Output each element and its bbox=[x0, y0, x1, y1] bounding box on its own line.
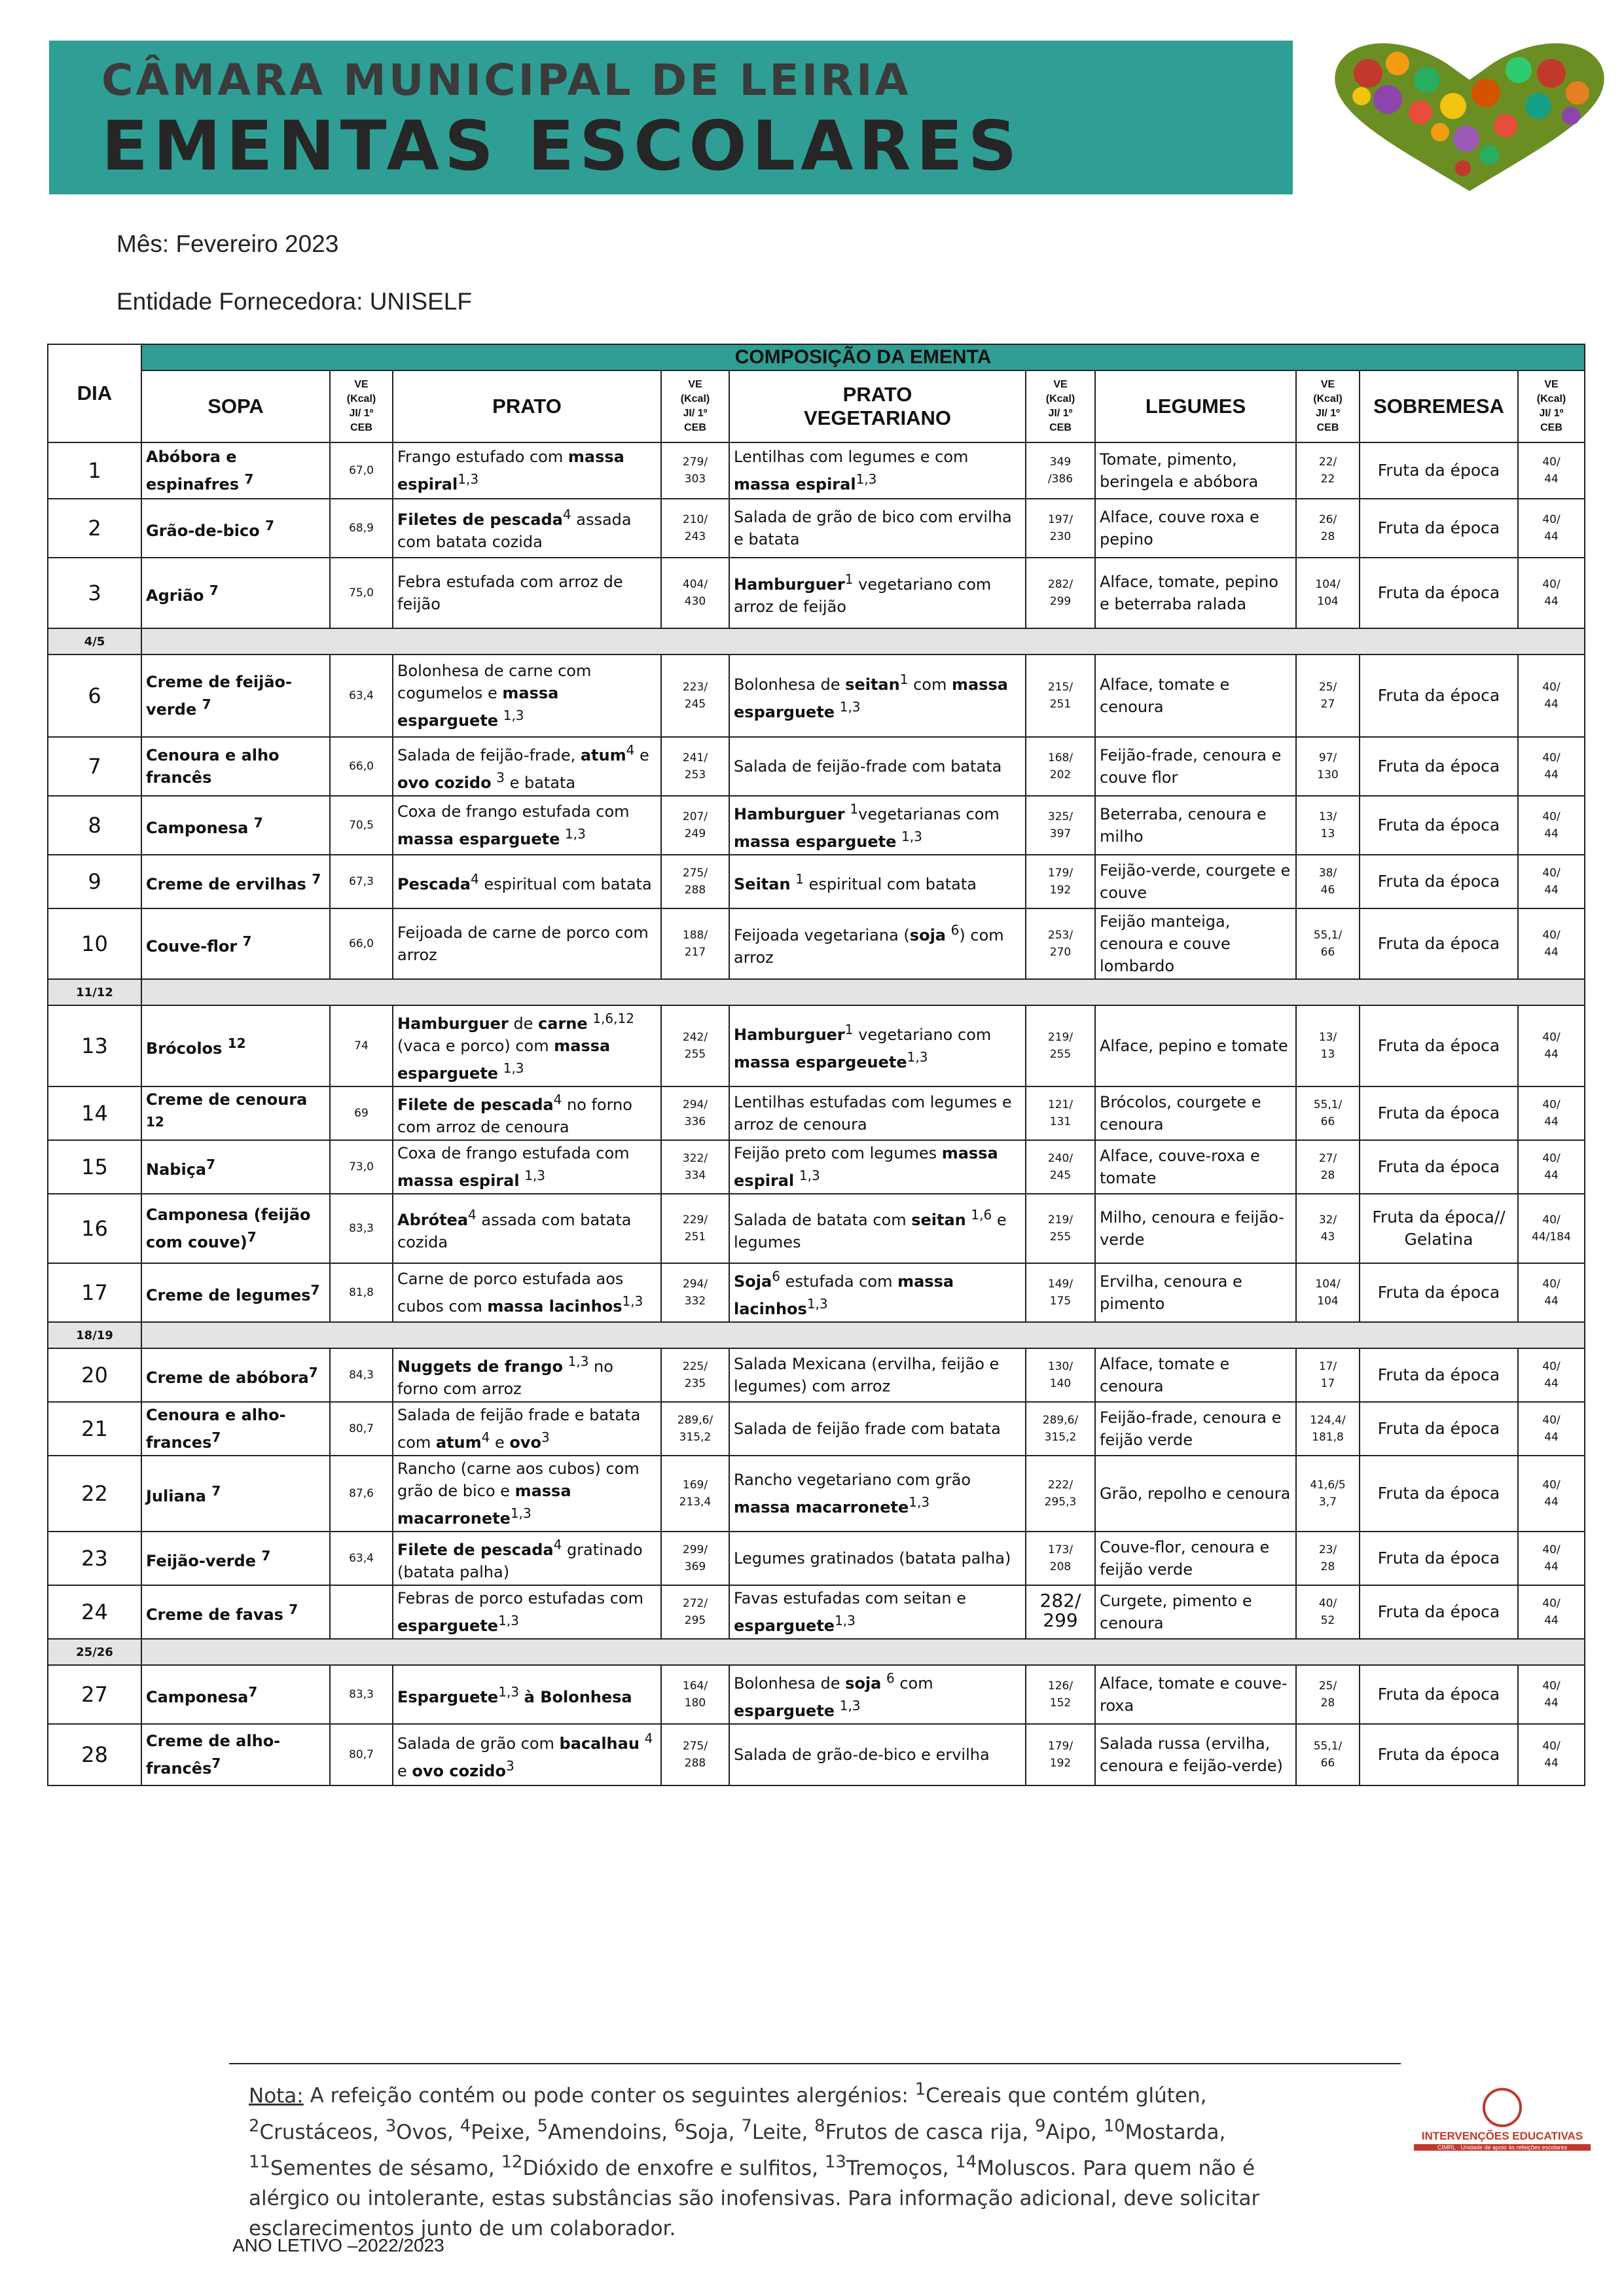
ve-cell: 40/ 44 bbox=[1518, 442, 1585, 499]
prato-vegetariano-cell: Salada de feijão frade com batata bbox=[729, 1402, 1026, 1456]
ve-cell: 289,6/ 315,2 bbox=[1026, 1402, 1095, 1456]
menu-row bbox=[48, 1194, 1585, 1263]
ve-cell: 40/ 44 bbox=[1518, 1348, 1585, 1402]
col-ve: VE (Kcal) JI/ 1º CEB bbox=[661, 370, 729, 442]
logo-name: INTERVENÇÕES EDUCATIVAS bbox=[1421, 2130, 1583, 2142]
sobremesa-cell: Fruta da época bbox=[1360, 1348, 1518, 1402]
ve-cell: 40/ 44 bbox=[1518, 1140, 1585, 1194]
ve-cell: 66,0 bbox=[330, 908, 393, 979]
sobremesa-cell: Fruta da época// Gelatina bbox=[1360, 1194, 1518, 1263]
sobremesa-cell: Fruta da época bbox=[1360, 1456, 1518, 1532]
menu-row bbox=[48, 737, 1585, 796]
ve-cell: 179/ 192 bbox=[1026, 1724, 1095, 1785]
sobremesa-cell: Fruta da época bbox=[1360, 558, 1518, 628]
legumes-cell: Feijão manteiga, cenoura e couve lombardo bbox=[1095, 908, 1296, 979]
ve-cell: 40/ 44 bbox=[1518, 499, 1585, 558]
menu-row bbox=[48, 1456, 1585, 1532]
prato-cell: Nuggets de frango $^{1,3}$ no forno com arroz bbox=[393, 1348, 661, 1402]
prato-vegetariano-cell: Lentilhas com legumes e com massa espiral$^{1,3}$ bbox=[729, 442, 1026, 499]
sopa-cell: Camponesa$^7$ bbox=[141, 1665, 330, 1724]
ve-cell: 13/ 13 bbox=[1296, 796, 1360, 855]
ve-cell: 67,3 bbox=[330, 855, 393, 908]
ve-cell: 40/ 44 bbox=[1518, 1585, 1585, 1639]
ve-cell: 40/ 44 bbox=[1518, 1086, 1585, 1140]
ve-cell: 210/ 243 bbox=[661, 499, 729, 558]
legumes-cell: Alface, tomate e cenoura bbox=[1095, 655, 1296, 737]
ve-cell: 40/ 44 bbox=[1518, 1665, 1585, 1724]
prato-vegetariano-cell: Bolonhesa de seitan$^1$ com massa esparguete $^{1,3}$ bbox=[729, 655, 1026, 737]
col-sopa: SOPA bbox=[141, 370, 330, 442]
holiday-label: 25/26 bbox=[48, 1639, 141, 1665]
ve-cell: 40/ 44 bbox=[1518, 737, 1585, 796]
day-cell: 1 bbox=[48, 442, 141, 499]
ve-cell bbox=[330, 1585, 393, 1639]
sobremesa-cell: Fruta da época bbox=[1360, 1724, 1518, 1785]
ve-cell: 207/ 249 bbox=[661, 796, 729, 855]
menu-row bbox=[48, 1263, 1585, 1322]
ve-cell: 275/ 288 bbox=[661, 855, 729, 908]
sopa-cell: Creme de favas $^7$ bbox=[141, 1585, 330, 1639]
holiday-filler bbox=[141, 1322, 1585, 1348]
sobremesa-cell: Fruta da época bbox=[1360, 442, 1518, 499]
ve-cell: 87,6 bbox=[330, 1456, 393, 1532]
sopa-cell: Creme de feijão-verde $^7$ bbox=[141, 655, 330, 737]
prato-vegetariano-cell: Salada de batata com seitan $^{1,6}$ e legumes bbox=[729, 1194, 1026, 1263]
ve-cell: 41,6/5 3,7 bbox=[1296, 1456, 1360, 1532]
ve-cell: 241/ 253 bbox=[661, 737, 729, 796]
ve-cell: 179/ 192 bbox=[1026, 855, 1095, 908]
ve-cell: 69 bbox=[330, 1086, 393, 1140]
sobremesa-cell: Fruta da época bbox=[1360, 1263, 1518, 1322]
col-legumes: LEGUMES bbox=[1095, 370, 1296, 442]
sobremesa-cell: Fruta da época bbox=[1360, 1086, 1518, 1140]
ve-cell: 279/ 303 bbox=[661, 442, 729, 499]
holiday-row bbox=[48, 979, 1585, 1005]
ve-cell: 22/ 22 bbox=[1296, 442, 1360, 499]
legumes-cell: Curgete, pimento e cenoura bbox=[1095, 1585, 1296, 1639]
ve-cell: 40/ 44 bbox=[1518, 1263, 1585, 1322]
header-banner bbox=[49, 41, 1293, 194]
ve-cell: 63,4 bbox=[330, 655, 393, 737]
prato-vegetariano-cell: Legumes gratinados (batata palha) bbox=[729, 1532, 1026, 1585]
logo-icon bbox=[1483, 2088, 1522, 2127]
holiday-row bbox=[48, 628, 1585, 655]
holiday-row bbox=[48, 1639, 1585, 1665]
prato-vegetariano-cell: Lentilhas estufadas com legumes e arroz de cenoura bbox=[729, 1086, 1026, 1140]
prato-vegetariano-cell: Soja$^6$ estufada com massa lacinhos$^{1,3}$ bbox=[729, 1263, 1026, 1322]
legumes-cell: Salada russa (ervilha, cenoura e feijão-verde) bbox=[1095, 1724, 1296, 1785]
sobremesa-cell: Fruta da época bbox=[1360, 1585, 1518, 1639]
menu-table bbox=[47, 344, 1585, 1786]
holiday-label: 11/12 bbox=[48, 979, 141, 1005]
legumes-cell: Brócolos, courgete e cenoura bbox=[1095, 1086, 1296, 1140]
sopa-cell: Abóbora e espinafres $^7$ bbox=[141, 442, 330, 499]
ve-cell: 83,3 bbox=[330, 1665, 393, 1724]
prato-cell: Rancho (carne aos cubos) com grão de bico e massa macarronete$^{1,3}$ bbox=[393, 1456, 661, 1532]
note-divider bbox=[229, 2063, 1401, 2064]
ve-cell: 253/ 270 bbox=[1026, 908, 1095, 979]
ve-cell: 80,7 bbox=[330, 1402, 393, 1456]
ve-cell: 272/ 295 bbox=[661, 1585, 729, 1639]
ve-cell: 13/ 13 bbox=[1296, 1005, 1360, 1086]
holiday-label: 4/5 bbox=[48, 628, 141, 655]
ve-cell: 75,0 bbox=[330, 558, 393, 628]
sopa-cell: Grão-de-bico $^7$ bbox=[141, 499, 330, 558]
ve-cell: 80,7 bbox=[330, 1724, 393, 1785]
prato-cell: Salada de feijão-frade, atum$^4$ e ovo cozido $^3$ e batata bbox=[393, 737, 661, 796]
day-cell: 22 bbox=[48, 1456, 141, 1532]
menu-row bbox=[48, 558, 1585, 628]
ve-cell: 149/ 175 bbox=[1026, 1263, 1095, 1322]
day-cell: 10 bbox=[48, 908, 141, 979]
prato-cell: Febras de porco estufadas com esparguete$^{1,3}$ bbox=[393, 1585, 661, 1639]
ve-cell: 215/ 251 bbox=[1026, 655, 1095, 737]
menu-row bbox=[48, 1140, 1585, 1194]
ve-cell: 242/ 255 bbox=[661, 1005, 729, 1086]
sobremesa-cell: Fruta da época bbox=[1360, 1532, 1518, 1585]
sopa-cell: Couve-flor $^7$ bbox=[141, 908, 330, 979]
sopa-cell: Cenoura e alho francês bbox=[141, 737, 330, 796]
sobremesa-cell: Fruta da época bbox=[1360, 1005, 1518, 1086]
sopa-cell: Feijão-verde $^7$ bbox=[141, 1532, 330, 1585]
day-cell: 14 bbox=[48, 1086, 141, 1140]
legumes-cell: Tomate, pimento, beringela e abóbora bbox=[1095, 442, 1296, 499]
prato-vegetariano-cell: Seitan $^1$ espiritual com batata bbox=[729, 855, 1026, 908]
legumes-cell: Alface, tomate e couve-roxa bbox=[1095, 1665, 1296, 1724]
ve-cell: 104/ 104 bbox=[1296, 1263, 1360, 1322]
ve-cell: 83,3 bbox=[330, 1194, 393, 1263]
sobremesa-cell: Fruta da época bbox=[1360, 908, 1518, 979]
prato-cell: Carne de porco estufada aos cubos com massa lacinhos$^{1,3}$ bbox=[393, 1263, 661, 1322]
prato-vegetariano-cell: Salada de feijão-frade com batata bbox=[729, 737, 1026, 796]
sopa-cell: Juliana $^7$ bbox=[141, 1456, 330, 1532]
vegetable-heart-image bbox=[1316, 34, 1623, 198]
ve-cell: 17/ 17 bbox=[1296, 1348, 1360, 1402]
col-ve: VE (Kcal) JI/ 1º CEB bbox=[330, 370, 393, 442]
ve-cell: 294/ 336 bbox=[661, 1086, 729, 1140]
legumes-cell: Beterraba, cenoura e milho bbox=[1095, 796, 1296, 855]
ve-cell: 40/ 44 bbox=[1518, 1402, 1585, 1456]
day-cell: 28 bbox=[48, 1724, 141, 1785]
prato-cell: Feijoada de carne de porco com arroz bbox=[393, 908, 661, 979]
prato-cell: Febra estufada com arroz de feijão bbox=[393, 558, 661, 628]
ve-cell: 325/ 397 bbox=[1026, 796, 1095, 855]
ve-cell: 32/ 43 bbox=[1296, 1194, 1360, 1263]
menu-row bbox=[48, 1005, 1585, 1086]
menu-row bbox=[48, 1402, 1585, 1456]
ve-cell: 322/ 334 bbox=[661, 1140, 729, 1194]
menu-row bbox=[48, 1724, 1585, 1785]
legumes-cell: Alface, tomate, pepino e beterraba ralada bbox=[1095, 558, 1296, 628]
ve-cell: 40/ 44 bbox=[1518, 908, 1585, 979]
ve-cell: 27/ 28 bbox=[1296, 1140, 1360, 1194]
ve-cell: 40/ 44 bbox=[1518, 1724, 1585, 1785]
note-label: Nota: bbox=[249, 2084, 304, 2108]
ve-cell: 164/ 180 bbox=[661, 1665, 729, 1724]
prato-vegetariano-cell: Salada de grão de bico com ervilha e batata bbox=[729, 499, 1026, 558]
ve-cell: 25/ 28 bbox=[1296, 1665, 1360, 1724]
ve-cell: 349 /386 bbox=[1026, 442, 1095, 499]
sopa-cell: Agrião $^7$ bbox=[141, 558, 330, 628]
prato-cell: Esparguete$^{1,3}$ à Bolonhesa bbox=[393, 1665, 661, 1724]
prato-vegetariano-cell: Hamburguer$^1$ vegetariano com massa espargeuete$^{1,3}$ bbox=[729, 1005, 1026, 1086]
prato-vegetariano-cell: Hamburguer $^1$vegetarianas com massa esparguete $^{1,3}$ bbox=[729, 796, 1026, 855]
legumes-cell: Feijão-frade, cenoura e feijão verde bbox=[1095, 1402, 1296, 1456]
sobremesa-cell: Fruta da época bbox=[1360, 499, 1518, 558]
menu-row bbox=[48, 855, 1585, 908]
ve-cell: 74 bbox=[330, 1005, 393, 1086]
day-cell: 2 bbox=[48, 499, 141, 558]
prato-vegetariano-cell: Rancho vegetariano com grão massa macarronete$^{1,3}$ bbox=[729, 1456, 1026, 1532]
sopa-cell: Creme de abóbora$^7$ bbox=[141, 1348, 330, 1402]
legumes-cell: Grão, repolho e cenoura bbox=[1095, 1456, 1296, 1532]
document-title: EMENTAS ESCOLARES bbox=[101, 106, 1022, 186]
ve-cell: 188/ 217 bbox=[661, 908, 729, 979]
legumes-cell: Alface, couve-roxa e tomate bbox=[1095, 1140, 1296, 1194]
ve-cell: 26/ 28 bbox=[1296, 499, 1360, 558]
day-cell: 9 bbox=[48, 855, 141, 908]
logo-tagline: CIMRL · Unidade de apoio às refeições escolares bbox=[1414, 2144, 1591, 2151]
menu-row bbox=[48, 499, 1585, 558]
sobremesa-cell: Fruta da época bbox=[1360, 855, 1518, 908]
allergen-note bbox=[249, 2075, 1322, 2244]
menu-body bbox=[48, 442, 1585, 1785]
legumes-cell: Alface, tomate e cenoura bbox=[1095, 1348, 1296, 1402]
ve-cell: 275/ 288 bbox=[661, 1724, 729, 1785]
day-cell: 8 bbox=[48, 796, 141, 855]
prato-cell: Filete de pescada$^4$ gratinado (batata palha) bbox=[393, 1532, 661, 1585]
ve-cell: 55,1/ 66 bbox=[1296, 908, 1360, 979]
ve-cell: 70,5 bbox=[330, 796, 393, 855]
ve-cell: 84,3 bbox=[330, 1348, 393, 1402]
col-prato: PRATO bbox=[393, 370, 661, 442]
day-cell: 13 bbox=[48, 1005, 141, 1086]
note-text: A refeição contém ou pode conter os seguintes alergénios: $^1$Cereais que contém glúten, $^2$Crustáceos, $^3$Ovos, $^4$Peixe, $^5$Amendoins, $^6$Soja, $^7$Leite, $^8$Frutos de casca rija, $^9$Aipo, $^{10}$Mostarda, $^{11}$Sementes de sésamo, $^{12}$Dióxido de enxofre e sulfitos, $^{13}$Tremoços, $^{14}$Moluscos. Para quem não é alérgico ou intolerante, estas substâncias são inofensivas. Para informação adicional, deve solicitar esclarecimentos junto de um colaborador. bbox=[249, 2080, 1260, 2240]
prato-cell: Filete de pescada$^4$ no forno com arroz de cenoura bbox=[393, 1086, 661, 1140]
ve-cell: 229/ 251 bbox=[661, 1194, 729, 1263]
ve-cell: 282/ 299 bbox=[1026, 558, 1095, 628]
ve-cell: 225/ 235 bbox=[661, 1348, 729, 1402]
sopa-cell: Brócolos $^{12}$ bbox=[141, 1005, 330, 1086]
prato-vegetariano-cell: Feijão preto com legumes massa espiral $^{1,3}$ bbox=[729, 1140, 1026, 1194]
ve-cell: 240/ 245 bbox=[1026, 1140, 1095, 1194]
sopa-cell: Creme de legumes$^7$ bbox=[141, 1263, 330, 1322]
prato-cell: Frango estufado com massa espiral$^{1,3}$ bbox=[393, 442, 661, 499]
sobremesa-cell: Fruta da época bbox=[1360, 1140, 1518, 1194]
ve-cell: 40/ 44 bbox=[1518, 558, 1585, 628]
day-cell: 16 bbox=[48, 1194, 141, 1263]
sobremesa-cell: Fruta da época bbox=[1360, 1402, 1518, 1456]
prato-cell: Filetes de pescada$^4$ assada com batata cozida bbox=[393, 499, 661, 558]
col-ve: VE (Kcal) JI/ 1º CEB bbox=[1296, 370, 1360, 442]
legumes-cell: Alface, pepino e tomate bbox=[1095, 1005, 1296, 1086]
ve-cell: 40/ 44 bbox=[1518, 796, 1585, 855]
menu-row bbox=[48, 1348, 1585, 1402]
menu-row bbox=[48, 442, 1585, 499]
sobremesa-cell: Fruta da época bbox=[1360, 737, 1518, 796]
prato-cell: Pescada$^4$ espiritual com batata bbox=[393, 855, 661, 908]
sobremesa-cell: Fruta da época bbox=[1360, 655, 1518, 737]
sopa-cell: Creme de ervilhas $^7$ bbox=[141, 855, 330, 908]
legumes-cell: Ervilha, cenoura e pimento bbox=[1095, 1263, 1296, 1322]
day-cell: 27 bbox=[48, 1665, 141, 1724]
holiday-filler bbox=[141, 1639, 1585, 1665]
municipality-name: CÂMARA MUNICIPAL DE LEIRIA bbox=[101, 55, 911, 105]
holiday-filler bbox=[141, 979, 1585, 1005]
day-cell: 24 bbox=[48, 1585, 141, 1639]
prato-vegetariano-cell: Favas estufadas com seitan e esparguete$^{1,3}$ bbox=[729, 1585, 1026, 1639]
ve-cell: 197/ 230 bbox=[1026, 499, 1095, 558]
ve-cell: 55,1/ 66 bbox=[1296, 1724, 1360, 1785]
ve-cell: 169/ 213,4 bbox=[661, 1456, 729, 1532]
ve-cell: 40/ 44 bbox=[1518, 855, 1585, 908]
legumes-cell: Feijão-frade, cenoura e couve flor bbox=[1095, 737, 1296, 796]
ve-cell: 282/ 299 bbox=[1026, 1585, 1095, 1639]
day-cell: 7 bbox=[48, 737, 141, 796]
col-sobremesa: SOBREMESA bbox=[1360, 370, 1518, 442]
ve-cell: 97/ 130 bbox=[1296, 737, 1360, 796]
holiday-row bbox=[48, 1322, 1585, 1348]
menu-row bbox=[48, 1532, 1585, 1585]
ve-cell: 219/ 255 bbox=[1026, 1194, 1095, 1263]
col-dia: DIA bbox=[48, 344, 141, 442]
sopa-cell: Nabiça$^7$ bbox=[141, 1140, 330, 1194]
ve-cell: 130/ 140 bbox=[1026, 1348, 1095, 1402]
prato-cell: Coxa de frango estufada com massa esparguete $^{1,3}$ bbox=[393, 796, 661, 855]
day-cell: 3 bbox=[48, 558, 141, 628]
ve-cell: 40/ 44 bbox=[1518, 1532, 1585, 1585]
col-ve: VE (Kcal) JI/ 1º CEB bbox=[1026, 370, 1095, 442]
sopa-cell: Creme de alho-francês$^7$ bbox=[141, 1724, 330, 1785]
menu-row bbox=[48, 796, 1585, 855]
menu-row bbox=[48, 655, 1585, 737]
prato-vegetariano-cell: Bolonhesa de soja $^6$ com esparguete $^{1,3}$ bbox=[729, 1665, 1026, 1724]
ve-cell: 55,1/ 66 bbox=[1296, 1086, 1360, 1140]
ve-cell: 63,4 bbox=[330, 1532, 393, 1585]
col-prato-vegetariano: PRATO VEGETARIANO bbox=[729, 370, 1026, 442]
supplier-label: Entidade Fornecedora: UNISELF bbox=[117, 288, 472, 315]
day-cell: 17 bbox=[48, 1263, 141, 1322]
col-ve: VE (Kcal) JI/ 1º CEB bbox=[1518, 370, 1585, 442]
group-header: COMPOSIÇÃO DA EMENTA bbox=[141, 344, 1585, 370]
ve-cell: 81,8 bbox=[330, 1263, 393, 1322]
sopa-cell: Cenoura e alho-frances$^7$ bbox=[141, 1402, 330, 1456]
prato-cell: Coxa de frango estufada com massa espiral $^{1,3}$ bbox=[393, 1140, 661, 1194]
holiday-label: 18/19 bbox=[48, 1322, 141, 1348]
ve-cell: 40/ 44/184 bbox=[1518, 1194, 1585, 1263]
ve-cell: 68,9 bbox=[330, 499, 393, 558]
ve-cell: 289,6/ 315,2 bbox=[661, 1402, 729, 1456]
sopa-cell: Creme de cenoura $^{12}$ bbox=[141, 1086, 330, 1140]
intervencoes-logo bbox=[1394, 2088, 1610, 2160]
ve-cell: 126/ 152 bbox=[1026, 1665, 1095, 1724]
prato-vegetariano-cell: Hamburguer$^1$ vegetariano com arroz de feijão bbox=[729, 558, 1026, 628]
ve-cell: 23/ 28 bbox=[1296, 1532, 1360, 1585]
legumes-cell: Couve-flor, cenoura e feijão verde bbox=[1095, 1532, 1296, 1585]
ve-cell: 40/ 44 bbox=[1518, 1005, 1585, 1086]
legumes-cell: Feijão-verde, courgete e couve bbox=[1095, 855, 1296, 908]
day-cell: 20 bbox=[48, 1348, 141, 1402]
holiday-filler bbox=[141, 628, 1585, 655]
ve-cell: 299/ 369 bbox=[661, 1532, 729, 1585]
prato-vegetariano-cell: Salada de grão-de-bico e ervilha bbox=[729, 1724, 1026, 1785]
day-cell: 23 bbox=[48, 1532, 141, 1585]
ve-cell: 223/ 245 bbox=[661, 655, 729, 737]
prato-cell: Bolonhesa de carne com cogumelos e massa esparguete $^{1,3}$ bbox=[393, 655, 661, 737]
prato-cell: Salada de feijão frade e batata com atum$^4$ e ovo$^3$ bbox=[393, 1402, 661, 1456]
ve-cell: 66,0 bbox=[330, 737, 393, 796]
legumes-cell: Milho, cenoura e feijão-verde bbox=[1095, 1194, 1296, 1263]
day-cell: 21 bbox=[48, 1402, 141, 1456]
prato-vegetariano-cell: Salada Mexicana (ervilha, feijão e legumes) com arroz bbox=[729, 1348, 1026, 1402]
prato-vegetariano-cell: Feijoada vegetariana (soja $^6$) com arroz bbox=[729, 908, 1026, 979]
ve-cell: 294/ 332 bbox=[661, 1263, 729, 1322]
school-year: ANO LETIVO –2022/2023 bbox=[232, 2235, 444, 2255]
ve-cell: 40/ 44 bbox=[1518, 655, 1585, 737]
ve-cell: 168/ 202 bbox=[1026, 737, 1095, 796]
legumes-cell: Alface, couve roxa e pepino bbox=[1095, 499, 1296, 558]
ve-cell: 104/ 104 bbox=[1296, 558, 1360, 628]
ve-cell: 38/ 46 bbox=[1296, 855, 1360, 908]
day-cell: 15 bbox=[48, 1140, 141, 1194]
ve-cell: 222/ 295,3 bbox=[1026, 1456, 1095, 1532]
prato-cell: Abrótea$^4$ assada com batata cozida bbox=[393, 1194, 661, 1263]
sopa-cell: Camponesa $^7$ bbox=[141, 796, 330, 855]
month-label: Mês: Fevereiro 2023 bbox=[117, 230, 339, 257]
ve-cell: 73,0 bbox=[330, 1140, 393, 1194]
ve-cell: 67,0 bbox=[330, 442, 393, 499]
menu-row bbox=[48, 1665, 1585, 1724]
ve-cell: 173/ 208 bbox=[1026, 1532, 1095, 1585]
ve-cell: 404/ 430 bbox=[661, 558, 729, 628]
prato-cell: Salada de grão com bacalhau $^4$ e ovo cozido$^3$ bbox=[393, 1724, 661, 1785]
sobremesa-cell: Fruta da época bbox=[1360, 1665, 1518, 1724]
ve-cell: 40/ 44 bbox=[1518, 1456, 1585, 1532]
prato-cell: Hamburguer de carne $^{1,6,12}$ (vaca e porco) com massa esparguete $^{1,3}$ bbox=[393, 1005, 661, 1086]
menu-row bbox=[48, 1086, 1585, 1140]
ve-cell: 124,4/ 181,8 bbox=[1296, 1402, 1360, 1456]
ve-cell: 40/ 52 bbox=[1296, 1585, 1360, 1639]
ve-cell: 121/ 131 bbox=[1026, 1086, 1095, 1140]
sopa-cell: Camponesa (feijão com couve)$^7$ bbox=[141, 1194, 330, 1263]
ve-cell: 219/ 255 bbox=[1026, 1005, 1095, 1086]
day-cell: 6 bbox=[48, 655, 141, 737]
sobremesa-cell: Fruta da época bbox=[1360, 796, 1518, 855]
menu-row bbox=[48, 1585, 1585, 1639]
ve-cell: 25/ 27 bbox=[1296, 655, 1360, 737]
menu-row bbox=[48, 908, 1585, 979]
